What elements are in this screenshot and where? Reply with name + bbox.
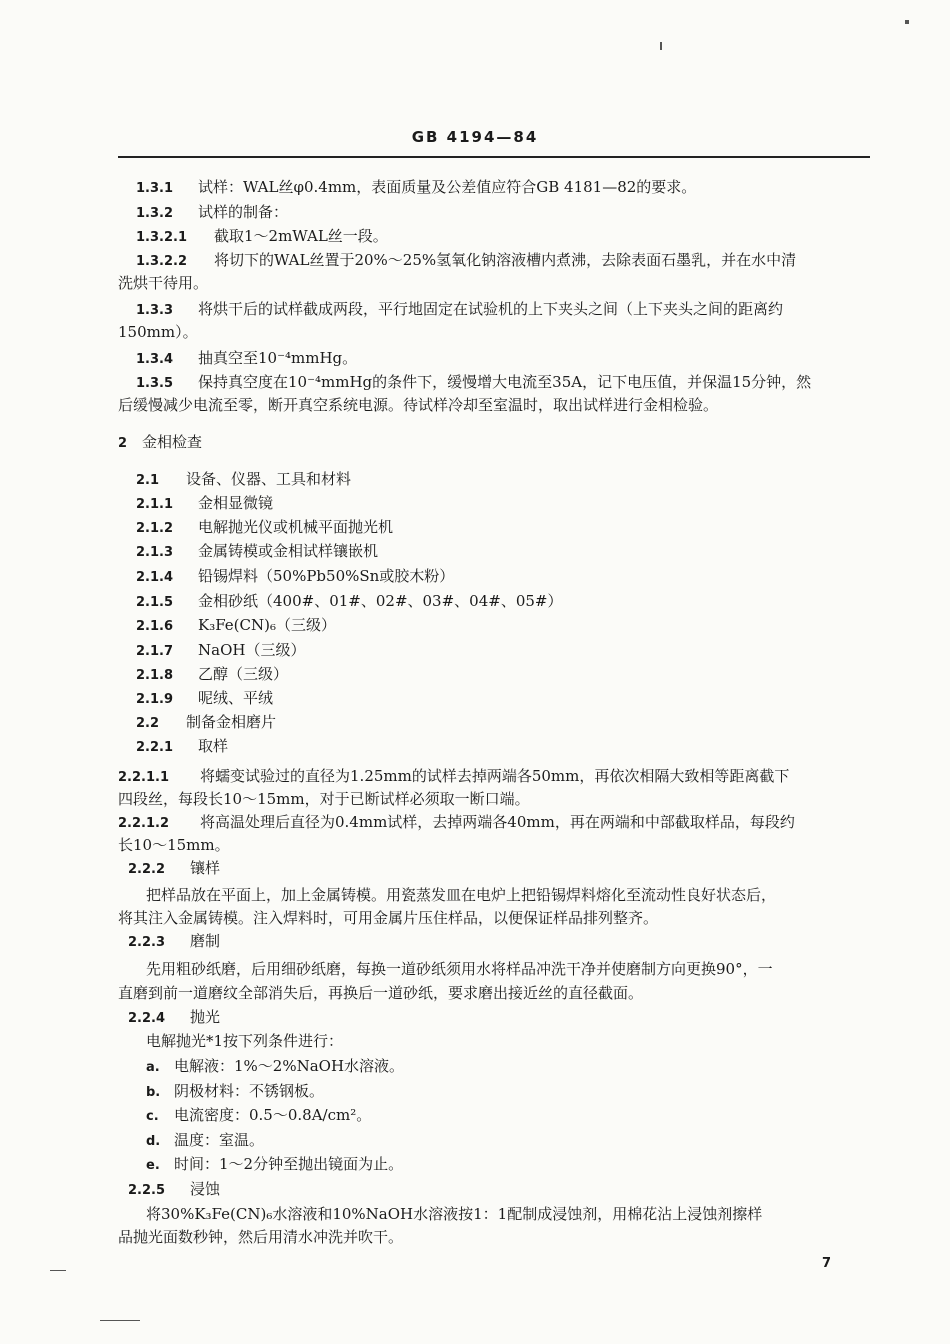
clause-text: K₃Fe(CN)₆（三级） (198, 616, 337, 634)
clause-number: 2.1.2 (136, 521, 174, 536)
text-line (146, 1082, 324, 1102)
text-line (136, 470, 351, 490)
clause-number: 1.3.3 (136, 303, 174, 318)
clause-text: 电解液：1%～2%NaOH水溶液。 (174, 1057, 405, 1075)
text-line (146, 1032, 343, 1050)
clause-number: a. (146, 1060, 160, 1075)
clause-number: 2.2.5 (128, 1183, 166, 1198)
clause-text: 截取1～2mWAL丝一段。 (214, 227, 388, 245)
text-line (118, 790, 530, 808)
text-line (128, 1180, 220, 1200)
text-line (136, 518, 393, 538)
clause-text: 洗烘干待用。 (118, 274, 209, 292)
clause-number: 1.3.2 (136, 206, 174, 221)
scan-speck (100, 1320, 140, 1321)
clause-text: 试样的制备： (198, 203, 289, 221)
clause-number: 2 (118, 436, 128, 451)
text-line (146, 886, 776, 904)
clause-text: 将切下的WAL丝置于20%～25%氢氧化钠溶液槽内煮沸，去除表面石墨乳，并在水中清 (214, 251, 797, 269)
text-line (128, 932, 220, 952)
clause-text: 制备金相磨片 (186, 713, 277, 731)
text-line (136, 567, 454, 587)
clause-text: 将蠕变试验过的直径为1.25mm的试样去掉两端各50mm，再依次相隔大致相等距离截下 (200, 767, 790, 785)
text-line (146, 1205, 762, 1223)
clause-text: 抽真空至10⁻⁴mmHg。 (198, 349, 358, 367)
text-line (146, 1131, 264, 1151)
clause-number: c. (146, 1109, 159, 1124)
text-line (128, 859, 220, 879)
text-line (136, 227, 388, 247)
text-line (146, 1155, 403, 1175)
clause-text: 乙醇（三级） (198, 665, 289, 683)
text-line (118, 836, 230, 854)
clause-number: 1.3.1 (136, 181, 174, 196)
clause-text: 把样品放在平面上，加上金属铸模。用瓷蒸发皿在电炉上把铅锡焊料熔化至流动性良好状态后， (146, 886, 777, 904)
clause-text: 试样：WAL丝φ0.4mm，表面质量及公差值应符合GB 4181—82的要求。 (198, 178, 697, 196)
text-line (136, 203, 288, 223)
clause-text: 时间：1～2分钟至抛出镜面为止。 (174, 1155, 404, 1173)
clause-number: 2.1.6 (136, 619, 174, 634)
text-line (136, 494, 273, 514)
standard-code-header: GB 4194—84 (411, 128, 539, 146)
text-line (118, 1228, 403, 1246)
clause-number: 2.2.1.2 (118, 816, 169, 831)
text-line (136, 542, 378, 562)
text-line (146, 1106, 371, 1126)
clause-text: 金相检查 (142, 433, 203, 451)
clause-text: 温度：室温。 (174, 1131, 265, 1149)
scan-speck (905, 20, 909, 24)
text-line (118, 323, 198, 341)
clause-number: 2.1.4 (136, 570, 174, 585)
clause-number: d. (146, 1134, 161, 1149)
text-line (136, 665, 288, 685)
text-line (118, 274, 208, 292)
clause-number: 1.3.2.1 (136, 230, 187, 245)
clause-text: NaOH（三级） (198, 641, 306, 659)
clause-text: 取样 (198, 737, 229, 755)
text-line (136, 737, 228, 757)
clause-text: 四段丝，每段长10～15mm，对于已断试样必须取一断口端。 (118, 790, 530, 808)
clause-text: 将其注入金属铸模。注入焊料时，可用金属片压住样品，以便保证样品排列整齐。 (118, 909, 659, 927)
clause-number: b. (146, 1085, 161, 1100)
clause-text: 金相砂纸（400#、01#、02#、03#、04#、05#） (198, 592, 563, 610)
clause-text: 阴极材料：不锈钢板。 (174, 1082, 325, 1100)
clause-number: 2.2 (136, 716, 160, 731)
clause-number: 2.1.8 (136, 668, 174, 683)
clause-number: 1.3.5 (136, 376, 174, 391)
clause-number: 2.2.1 (136, 740, 174, 755)
clause-text: 150mm）。 (118, 323, 198, 341)
clause-text: 磨制 (190, 932, 221, 950)
clause-text: 品抛光面数秒钟，然后用清水冲洗并吹干。 (118, 1228, 404, 1246)
text-line (128, 1008, 220, 1028)
page-number: 7 (822, 1256, 832, 1271)
text-line (118, 813, 795, 833)
clause-number: 2.1.5 (136, 595, 174, 610)
text-line (118, 984, 643, 1002)
clause-text: 后缓慢减少电流至零，断开真空系统电源。待试样冷却至室温时，取出试样进行金相检验。 (118, 396, 719, 414)
clause-number: 2.1.7 (136, 644, 174, 659)
clause-text: 抛光 (190, 1008, 221, 1026)
clause-number: 1.3.2.2 (136, 254, 187, 269)
clause-text: 直磨到前一道磨纹全部消失后，再换后一道砂纸，要求磨出接近丝的直径截面。 (118, 984, 644, 1002)
text-line (136, 251, 796, 271)
text-line (118, 396, 718, 414)
clause-number: 1.3.4 (136, 352, 174, 367)
text-line (136, 616, 336, 636)
text-line (136, 178, 696, 198)
clause-text: 镶样 (190, 859, 221, 877)
text-line (136, 300, 783, 320)
clause-text: 将烘干后的试样截成两段，平行地固定在试验机的上下夹头之间（上下夹头之间的距离约 (198, 300, 784, 318)
clause-text: 电解抛光仪或机械平面抛光机 (198, 518, 394, 536)
clause-number: 2.2.2 (128, 862, 166, 877)
text-line (118, 909, 658, 927)
clause-text: 浸蚀 (190, 1180, 221, 1198)
clause-number: 2.1.3 (136, 545, 174, 560)
text-line (118, 767, 789, 787)
clause-text: 电解抛光*1按下列条件进行： (146, 1032, 344, 1050)
text-line (136, 592, 562, 612)
clause-number: 2.2.3 (128, 935, 166, 950)
text-line (146, 960, 773, 978)
clause-text: 金相显微镜 (198, 494, 274, 512)
clause-text: 先用粗砂纸磨，后用细砂纸磨，每换一道砂纸须用水将样品冲洗干净并使磨制方向更换90°，一 (146, 960, 773, 978)
scan-speck (660, 42, 662, 50)
clause-number: e. (146, 1158, 160, 1173)
text-line (136, 349, 357, 369)
clause-number: 2.1 (136, 473, 160, 488)
clause-text: 呢绒、平绒 (198, 689, 274, 707)
clause-number: 2.2.1.1 (118, 770, 169, 785)
clause-text: 保持真空度在10⁻⁴mmHg的条件下，缓慢增大电流至35A，记下电压值，并保温15分钟，然 (198, 373, 812, 391)
clause-text: 将高温处理后直径为0.4mm试样，去掉两端各40mm，再在两端和中部截取样品，每段约 (200, 813, 795, 831)
clause-text: 设备、仪器、工具和材料 (186, 470, 352, 488)
text-line (136, 689, 273, 709)
clause-number: 2.2.4 (128, 1011, 166, 1026)
text-line (118, 433, 202, 453)
text-line (136, 641, 305, 661)
clause-number: 2.1.9 (136, 692, 174, 707)
clause-text: 铅锡焊料（50%Pb50%Sn或胶木粉） (198, 567, 455, 585)
clause-text: 长10～15mm。 (118, 836, 230, 854)
text-line (136, 713, 276, 733)
clause-text: 金属铸模或金相试样镶嵌机 (198, 542, 379, 560)
clause-text: 将30%K₃Fe(CN)₆水溶液和10%NaOH水溶液按1：1配制成浸蚀剂，用棉花沾上浸蚀剂擦样 (146, 1205, 763, 1223)
scan-speck (50, 1270, 66, 1271)
header-rule (118, 156, 870, 158)
text-line (146, 1057, 404, 1077)
text-line (136, 373, 811, 393)
clause-number: 2.1.1 (136, 497, 174, 512)
clause-text: 电流密度：0.5～0.8A/cm²。 (174, 1106, 372, 1124)
